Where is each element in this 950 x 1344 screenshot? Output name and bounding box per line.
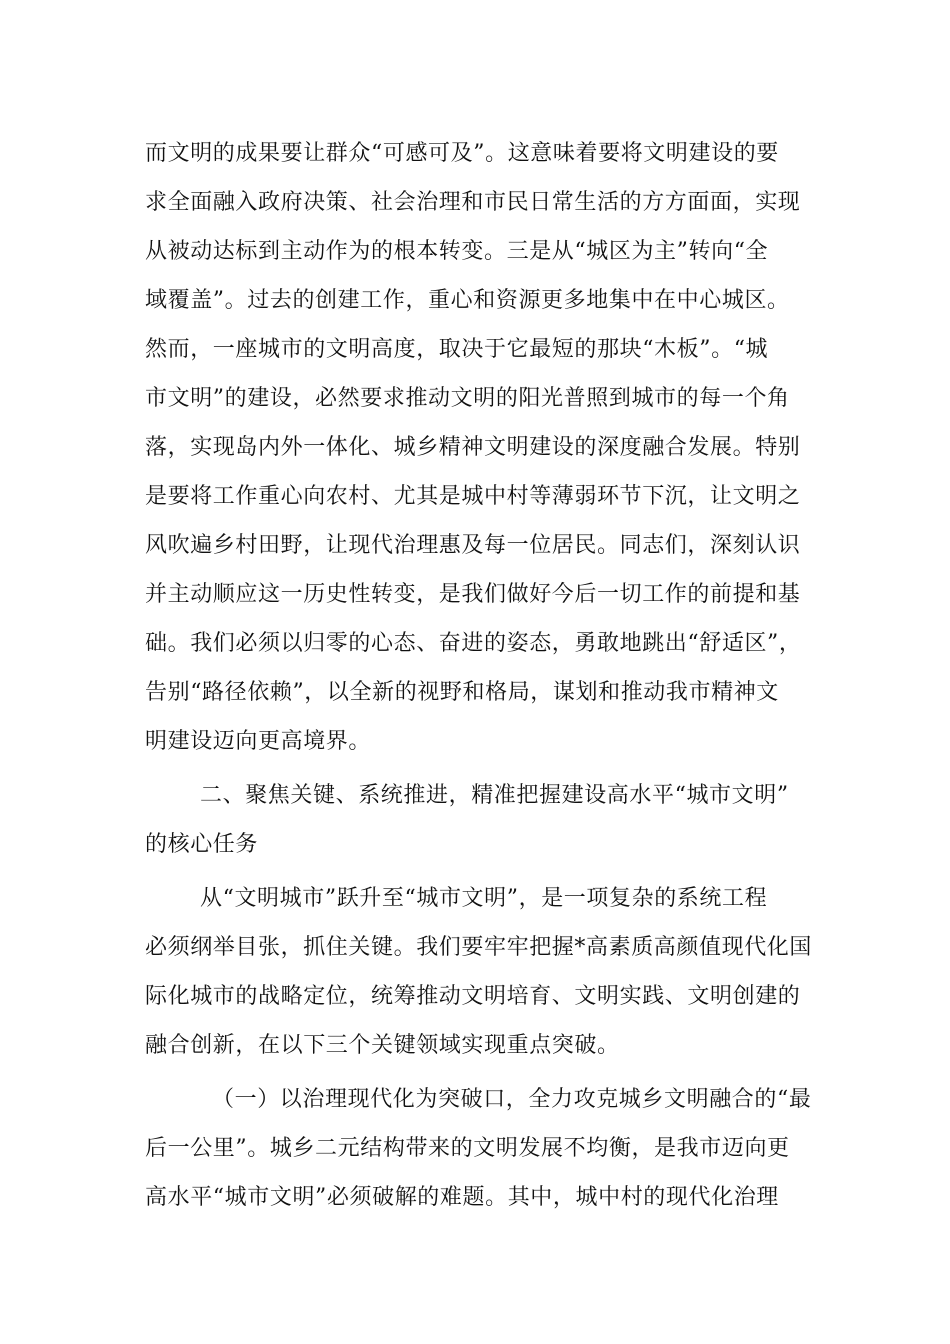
text-line: 求全面融入政府决策、社会治理和市民日常生活的方方面面，实现 xyxy=(145,190,801,215)
text-line: 明建设迈向更高境界。 xyxy=(145,729,372,754)
section-heading: 的核心任务 xyxy=(145,832,259,857)
text-line: 域覆盖”。过去的创建工作，重心和资源更多地集中在中心城区。 xyxy=(145,288,790,313)
text-line: 际化城市的战略定位，统筹推动文明培育、文明实践、文明创建的 xyxy=(145,984,801,1009)
text-line: 高水平“城市文明”必须破解的难题。其中，城中村的现代化治理 xyxy=(145,1185,779,1210)
text-line: 从被动达标到主动作为的根本转变。三是从“城区为主”转向“全 xyxy=(145,239,769,264)
text-line: 风吹遍乡村田野，让现代治理惠及每一位居民。同志们，深刻认识 xyxy=(145,533,801,558)
text-line: 是要将工作重心向农村、尤其是城中村等薄弱环节下沉，让文明之 xyxy=(145,484,801,509)
section-heading: 二、聚焦关键、系统推进，精准把握建设高水平“城市文明” xyxy=(200,783,789,808)
text-line: 后一公里”。城乡二元结构带来的文明发展不均衡，是我市迈向更 xyxy=(145,1136,790,1161)
text-line: 而文明的成果要让群众“可感可及”。这意味着要将文明建设的要 xyxy=(145,141,779,166)
text-line: 并主动顺应这一历史性转变，是我们做好今后一切工作的前提和基 xyxy=(145,582,801,607)
text-line: 从“文明城市”跃升至“城市文明”，是一项复杂的系统工程 xyxy=(200,886,768,911)
text-line: 必须纲举目张，抓住关键。我们要牢牢把握*高素质高颜值现代化国 xyxy=(145,935,813,960)
text-line: 告别“路径依赖”，以全新的视野和格局，谋划和推动我市精神文 xyxy=(145,680,779,705)
text-line: 融合创新，在以下三个关键领域实现重点突破。 xyxy=(145,1033,620,1058)
text-line: 市文明”的建设，必然要求推动文明的阳光普照到城市的每一个角 xyxy=(145,386,790,411)
text-line: 然而，一座城市的文明高度，取决于它最短的那块“木板”。“城 xyxy=(145,337,769,362)
text-line: 落，实现岛内外一体化、城乡精神文明建设的深度融合发展。特别 xyxy=(145,435,801,460)
text-line: 础。我们必须以归零的心态、奋进的姿态，勇敢地跳出“舒适区”， xyxy=(145,631,802,656)
text-line: （一）以治理现代化为突破口，全力攻克城乡文明融合的“最 xyxy=(212,1087,812,1112)
